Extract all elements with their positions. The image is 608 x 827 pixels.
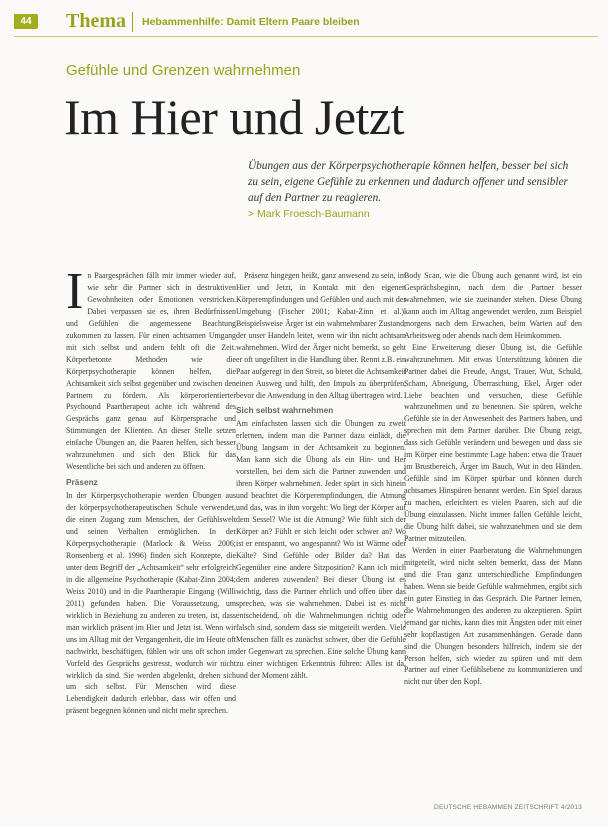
subhead-praesenz: Präsenz xyxy=(66,477,98,488)
intro-text: n Paargesprächen fällt mir immer wieder auf, wie sehr die Partner sich in destruktiven Gewohnheiten oder Emotionen verstricken. Dabei verpassen sie es, ihren Bedürfnissen und Gefühlen die angemessene Beachtung zukommen zu lassen. Für einen achtsamen Umgang mit sich selbst und andern fehlt oft die Zeit. Körperbetonte Methoden wie die Körperpsychotherapie können helfen, die Achtsamkeit sich selbst gegenüber und zwischen den Partnern zu fördern. Als körperorientierter Psychound Paartherapeut achte ich während des Gesprächs ganz genau auf Körpersprache und Stimmungen der Klienten. An dieser Stelle setzen einfache Übungen an, die Paaren helfen, sich besser wahrzunehmen und sich den Blick für das Wesentliche bei sich und anderen zu öffnen. xyxy=(66,271,236,472)
article-kicker: Gefühle und Grenzen wahrnehmen xyxy=(66,62,301,79)
lead-text: Übungen aus der Körperpsychotherapie können helfen, besser bei sich zu sein, eigene Gefühle zu erkennen und dadurch offener und sensibler auf den Partner zu reagieren. xyxy=(248,160,569,205)
column-2 xyxy=(236,270,406,681)
header-divider xyxy=(132,12,133,32)
author-byline: > Mark Froesch-Baumann xyxy=(248,207,370,220)
article-lead xyxy=(248,158,578,220)
running-title: Hebammenhilfe: Damit Eltern Paare bleiben xyxy=(142,16,360,28)
subhead-sich-selbst: Sich selbst wahrnehmen xyxy=(236,405,334,416)
header-rule xyxy=(14,36,598,37)
column-3 xyxy=(404,270,582,688)
drop-cap: I xyxy=(66,263,84,320)
col3-body-2: Eine Erweiterung dieser Übung ist, die Gefühle wahrzunehmen. Mit etwas Unterstützung können die Partner dabei die Freude, Angst, Trauer, Wut, Schuld, Scham, Abneigung, Überraschung, Ekel, Ärger oder Liebe beachten und versuchen, diese Gefühle wahrzunehmen und zu benennen. Sie spüren, welche Gefühle sie in der Anwesenheit des Partners haben, und sprechen mit dem Partner darüber. Die Übung zeigt, dass sich Gefühle verändern und bewegen und dass sie im Körper eine bestimmte Lage haben: etwa die Trauer im Brustbereich, Ärger im Bauch, Wut in den Händen. Gefühle sind im Körper spürbar und können durch achtsames Hinspüren benannt werden. Ein Spiel daraus zu machen, erleichtert es vielen Paaren, sich auf die Übung einzulassen. Nicht immer fallen Gefühle leicht, die Übung hilft dabei, sie wahrzunehmen und sie dem Partner mitzuteilen. xyxy=(404,342,582,543)
col2-body: Präsenz hingegen heißt, ganz anwesend zu sein, im Hier und Jetzt, in Kontakt mit den eigenen Körperempfindungen und Gefühlen und auch mit der Umgebung (Fischer 2001; Kabat-Zinn et al.). Beispielsweise Ärger ist ein wahrnehmbarer Zustand, der unser Handeln leitet, wenn wir ihn nicht achtsam wahrnehmen. Wird der Ärger nicht bemerkt, so geht er oft ungefiltert in die Handlung über. Rennt z.B. ein Paar aufgeregt in den Streit, so bietet die Achtsamkeit einen Ausweg und hilft, den Impuls zu überprüfen, bevor die Anwendung in den Alltag übertragen wird. xyxy=(236,271,406,400)
footer-journal: DEUTSCHE HEBAMMEN ZEITSCHRIFT 4/2013 xyxy=(434,804,582,811)
page-number: 44 xyxy=(14,14,38,29)
col2-body-2: Am einfachsten lassen sich die Übungen zu zweit erlernen, indem man die Partner dazu einlädt, die Übung langsam in der Achtsamkeit zu beginnen. Man kann sich die Übung als ein Hin- und Her vorstellen, bei dem sich die Partner zuwenden und ihren Körper wahrnehmen. Jeder spürt in sich hinein und beachtet die Körperempfindungen, die Atmung und das, was in ihm vorgeht: Wo liegt der Körper auf dem Sessel? Wie ist die Atmung? Wie fühlt sich der Körper an? Fühlt er sich leicht oder schwer an? Wo ist er entspannt, wo angespannt? Wo ist Wärme oder Kälte? Sind Gefühle oder Bilder da? Hat das Gegenüber eine andere Sitzposition? Kann ich mich dem anderen zuwenden? Bei dieser Übung ist es wichtig, dass die Partner ehrlich und offen über das sprechen, was sie wahrnehmen. Dabei ist es nicht entscheidend, ob die Wahrnehmungen richtig oder falsch sind, sondern dass sie mitgeteilt werden. Viele Menschen fällt es zunächst schwer, über die Gefühle der Gegenwart zu sprechen. Eine solche Übung kann zu einer wichtigen Erkenntnis führen: Alles ist da, und der Moment zählt. xyxy=(236,419,406,680)
col3-body: Body Scan, wie die Übung auch genannt wird, ist ein Gesprächsbeginn, nach dem die Partner besser wahrnehmen, wie sie zueinander stehen. Diese Übung kann auch im Alltag angewendet werden, zum Beispiel morgens nach dem Erwachen, beim Warten auf den Arbeitsweg oder abends nach dem Heimkommen. xyxy=(404,271,582,340)
col3-body-3: Werden in einer Paarberatung die Wahrnehmungen mitgeteilt, wird nicht selten bemerkt, dass der Mann und die Frau ganz unterschiedliche Empfindungen haben. Wenn sie beide Gefühle wahrnehmen, ergibt sich ein guter Einstieg in das Gespräch. Die Partner lernen, die Wahrnehmungen des anderen zu akzeptieren. Spürt jemand gar nichts, kann dies mit Ängsten oder mit einer sehr kopflastigen Art zusammenhängen. Gerade dann sind die Übungen besonders hilfreich, indem sie der Person helfen, sich wieder zu spüren und mit dem Partner auf einer Gefühlsebene zu kommunizieren und nicht nur über den Kopf. xyxy=(404,545,582,687)
col1-body: In der Körperpsychotherapie werden Übungen aus der körperpsychotherapeutischen Schule verwendet, die einen Zugang zum Menschen, der Gefühlswelt und seinen Verhalten ermöglichen. In der Körperpsychotherapie (Marlock & Weiss 2006; Ronsenberg et al. 1996) finden sich Konzepte, die unter dem Begriff der „Achtsamkeit“ sehr erfolgreich in die allgemeine Psychotherapie (Kabat-Zinn 2004; Weiss 2010) und in die Paartherapie Eingang (Willi 2011) gefunden haben. Die Voraussetzung, um wirklich in Beziehung zu anderen zu treten, ist, dass man wirklich präsent im Hier und Jetzt ist. Wenn wir uns im Alltag mit der Vergangenheit, die im Heute oft nachwirkt, beschäftigen, fühlen wir uns oft schon im Vorfeld des Gesprächs gestresst, wodurch wir nicht wirklich da sind. Sie werden abgelenkt, drehen sich um sich selbst. Für Menschen wird diese Lebendigkeit dadurch erlebbar, dass wir offen und präsent begegnen können und nicht mehr sprechen. xyxy=(66,491,236,716)
column-1 xyxy=(66,263,236,717)
section-title: Thema xyxy=(66,10,126,32)
intro-paragraph xyxy=(66,263,236,473)
article-title: Im Hier und Jetzt xyxy=(64,89,405,145)
